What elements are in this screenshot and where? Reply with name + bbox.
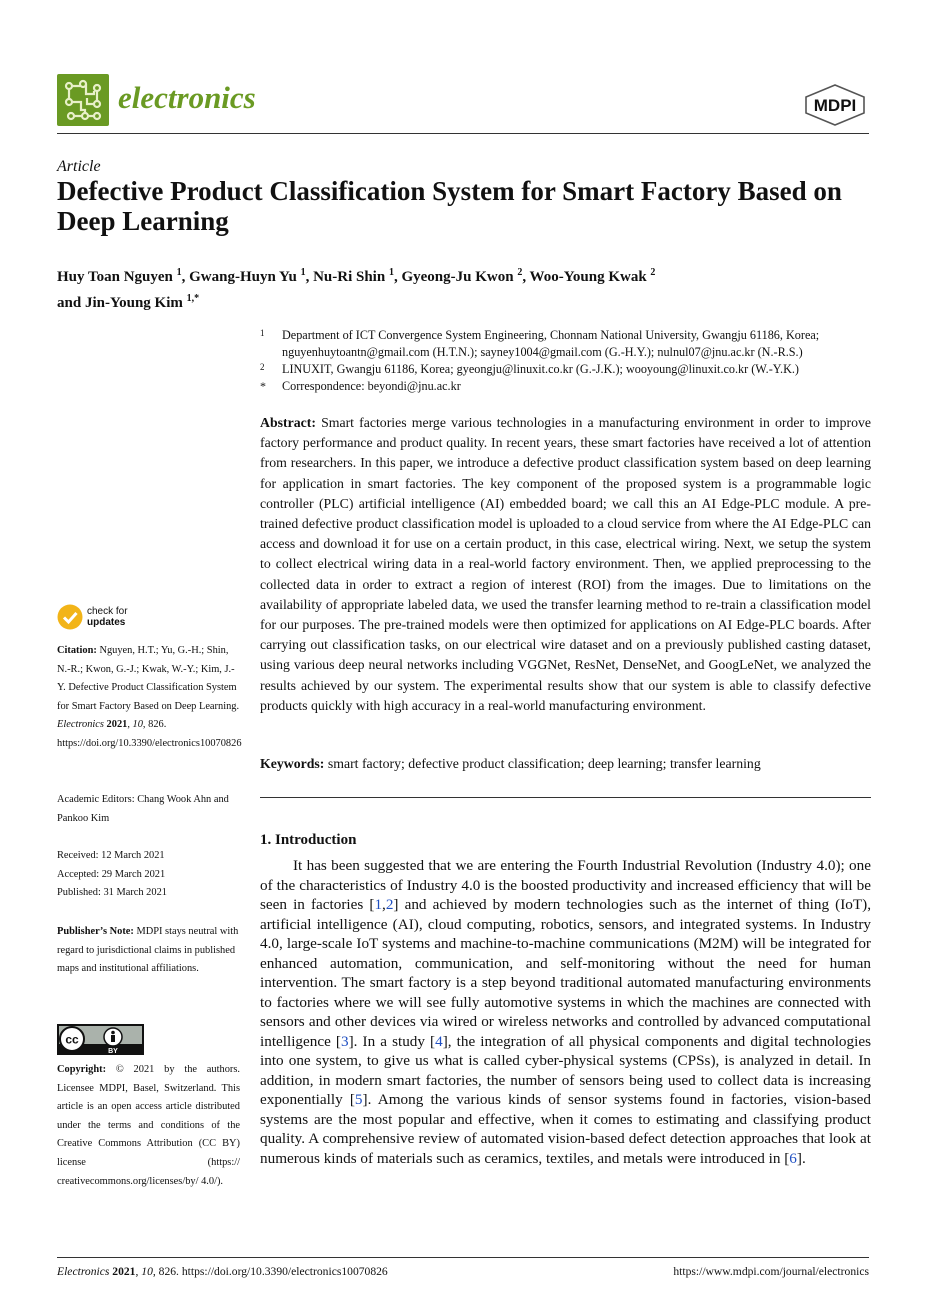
reference-link[interactable]: 3 xyxy=(340,1032,349,1050)
check-for-updates-label[interactable] xyxy=(87,606,128,628)
affiliation-2 xyxy=(260,361,880,378)
footer-citation: Electronics 2021, 10, 826. https://doi.org/10.3390/electronics10070826 xyxy=(57,1265,388,1278)
author-affiliation-mark: 1 xyxy=(300,267,306,278)
introduction-paragraph: It has been suggested that we are entering the Fourth Industrial Revolution (Industry 4.0); one of the characteristics of Industry 4.0 is the boosted productivity and increased efficiency that will be seen in factories [1,2] and achieved by modern technologies such as the internet of thing (IoT), artificial intelligence (AI), cloud computing, robotics, sensors, and integrated systems. In Industry 4.0, large-scale IoT systems and machine-to-machine communications (M2M) will be integrated for enhanced automation, communication, and self-monitoring without the need for human intervention. The smart factory is a step beyond traditional automated manufacturing environments to factories where we will see fully automotive systems in which the machines are connected with sensors and other devices via wired or wireless networks and controlled by advanced computational intelligence [3]. In a study [4], the integration of all physical components and digital technologies into one system, to give us what is called cyber-physical systems (CPSs), is analyzed in detail. In addition, in modern smart factories, the number of sensors being used to collect data is increasing exponentially [5]. Among the various kinds of sensor systems found in factories, vision-based systems are the most popular and effective, when it comes to estimating and classifying product quality. A comprehensive review of automated vision-based defect detection approaches that look at numerous kinds of materials such as ceramics, textiles, and metals were introduced in [6]. xyxy=(260,857,872,1167)
dates xyxy=(57,847,240,903)
keywords xyxy=(260,756,871,772)
footer-year: 2021 xyxy=(112,1265,136,1278)
citation-label: Citation: xyxy=(57,645,97,656)
citation-year: 2021 xyxy=(106,719,128,731)
svg-text:cc: cc xyxy=(65,1032,79,1047)
reference-link[interactable]: 5 xyxy=(354,1091,363,1108)
publisher-note-label: Publisher’s Note: xyxy=(57,926,134,937)
copyright-text: © 2021 by the authors. Licensee MDPI, Basel, Switzerland. This article is an open access article distributed under the terms and conditions of the Creative Commons Attribution (CC BY) license (https:// creativecommons.org/licenses/by/ 4.0/). xyxy=(57,1064,240,1187)
received-date: Received: 12 March 2021 xyxy=(57,850,165,861)
journal-logo-icon xyxy=(57,74,109,126)
affiliation-mark: * xyxy=(260,379,266,393)
abstract-text: Smart factories merge various technologies in a manufacturing environment in order to improve factory performance and product quality. In recent years, these smart factories have received a lot of attention from researchers. In this paper, we introduce a defective product classification system based on deep learning for application in smart factories. The key component of the proposed system is a programmable logic controller (PLC) artificial intelligence (AI) embedded board; we call this an AI Edge-PLC module. A pre-trained defective product classification model is uploaded to a cloud service from where the AI Edge-PLC can access and download it for use on a certain product, in this case, electrical wiring. Next, we setup the system to collect electrical wiring data in a real-world factory environment. Then, we applied preprocessing to the collected data in order to extract a region of interest (ROI) from the images. Due to limitations on the availability of appropriate labeled data, we used the transfer learning method to re-train a classification model for our purposes. The pre-trained models were then optimized for applications on AI Edge-PLC boards. After carrying out classification tasks, on our electrical wire dataset and on a previously published casting dataset, using various deep neural networks including VGGNet, ResNet, DenseNet, and GoogLeNet, we analyzed the results achieved by our system. The experimental results show that our system is able to classify defective products quickly with high accuracy in a real-world manufacturing environment. xyxy=(260,415,871,713)
citation: Citation: Nguyen, H.T.; Yu, G.-H.; Shin, N.-R.; Kwon, G.-J.; Kwak, W.-Y.; Kim, J.-Y. Defective Product Classification System for Smart Factory Based on Deep Learning. Electronics 2021, 10, 826. https://doi.org/10.3390/electronics10070826 xyxy=(57,645,242,749)
paper-title: Defective Product Classification System for Smart Factory Based on Deep Learning xyxy=(57,176,842,236)
check-updates-line2: updates xyxy=(87,617,126,628)
affiliation-mark: 1 xyxy=(260,328,265,338)
section-title: 1. Introduction xyxy=(260,832,357,848)
author-affiliation-mark: 1,* xyxy=(186,293,200,304)
keywords-label: Keywords: xyxy=(260,756,325,771)
author-name: Nu-Ri Shin $^1$ xyxy=(313,267,394,285)
footer-volume: 10 xyxy=(141,1265,153,1278)
publisher-note-text: MDPI stays neutral with regard to jurisdictional claims in published maps and institutional affiliations. xyxy=(57,926,239,975)
cc-by-badge[interactable] xyxy=(57,1024,144,1055)
footer-doi[interactable]: , 826. https://doi.org/10.3390/electronics10070826 xyxy=(152,1265,388,1278)
cc-license-label: BY xyxy=(108,1048,118,1055)
abstract-label: Abstract: xyxy=(260,415,316,430)
affiliation-text: Department of ICT Convergence System Engineering, Chonnam National University, Gwangju 61186, Korea; nguyenhuytoantn@gmail.com (H.T.N.); sayney1004@gmail.com (G.-H.Y.); nulnul07@jnu.ac.kr (N.-R.S.) xyxy=(282,328,820,359)
article-type: Article xyxy=(57,158,101,175)
reference-link[interactable]: 1 xyxy=(374,896,383,913)
author-affiliation-mark: 2 xyxy=(650,267,656,278)
correspondence xyxy=(260,378,880,395)
reference-link[interactable]: 2 xyxy=(385,896,394,913)
header-rule xyxy=(57,133,869,134)
author-affiliation-mark: 2 xyxy=(517,267,523,278)
reference-link[interactable]: 4 xyxy=(435,1032,443,1050)
affiliation-mark: 2 xyxy=(260,362,265,372)
author-affiliation-mark: 1 xyxy=(388,267,394,278)
footer-journal-url[interactable]: https://www.mdpi.com/journal/electronics xyxy=(673,1265,869,1278)
author-affiliation-mark: 1 xyxy=(176,267,182,278)
copyright xyxy=(57,1061,240,1191)
journal-name: electronics xyxy=(118,80,256,115)
affiliations xyxy=(260,327,880,395)
affiliation-text: LINUXIT, Gwangju 61186, Korea; gyeongju@linuxit.co.kr (G.-J.K.); wooyoung@linuxit.co.kr (W.-Y.K.) xyxy=(282,362,799,376)
copyright-label: Copyright: xyxy=(57,1064,107,1075)
academic-editors: Academic Editors: Chang Wook Ahn and Pankoo Kim xyxy=(57,794,229,824)
citation-journal: Electronics xyxy=(57,719,104,731)
author-name: Woo-Young Kwak $^2$ xyxy=(529,267,656,285)
accepted-date: Accepted: 29 March 2021 xyxy=(57,868,166,880)
author-name: Jin-Young Kim $^{1,*}$ xyxy=(84,293,200,311)
citation-doi[interactable]: , 826. https://doi.org/10.3390/electronics10070826 xyxy=(57,719,242,749)
author-list: Huy Toan Nguyen $^1$, Gwang-Huyn Yu $^1$, Nu-Ri Shin $^1$, Gyeong-Ju Kwon $^2$, Woo-Young Kwak $^2$ and Jin-Young Kim $^{1,*}$ xyxy=(57,267,656,311)
correspondence-text: Correspondence: beyondi@jnu.ac.kr xyxy=(282,379,461,393)
publisher-note xyxy=(57,923,240,979)
footer-journal: Electronics xyxy=(57,1265,110,1278)
publisher-logo-text: MDPI xyxy=(813,96,857,115)
citation-text: Nguyen, H.T.; Yu, G.-H.; Shin, N.-R.; Kwon, G.-J.; Kwak, W.-Y.; Kim, J.-Y. Defective Product Classification System for Smart Factory Based on Deep Learning. xyxy=(57,645,240,712)
affiliation-1 xyxy=(260,327,880,361)
check-updates-line1: check for xyxy=(87,606,128,617)
reference-link[interactable]: 6 xyxy=(789,1149,797,1167)
author-name: Huy Toan Nguyen $^1$ xyxy=(57,267,182,285)
citation-volume: 10 xyxy=(132,719,143,731)
keywords-text: smart factory; defective product classification; deep learning; transfer learning xyxy=(327,756,761,771)
author-name: Gyeong-Ju Kwon $^2$ xyxy=(401,267,523,285)
author-name: Gwang-Huyn Yu $^1$ xyxy=(189,267,306,285)
check-for-updates-icon[interactable] xyxy=(57,604,83,630)
mdpi-logo-icon xyxy=(802,83,868,127)
published-date: Published: 31 March 2021 xyxy=(57,887,167,899)
abstract xyxy=(260,413,871,716)
section-rule xyxy=(260,797,871,798)
footer-rule xyxy=(57,1257,869,1258)
